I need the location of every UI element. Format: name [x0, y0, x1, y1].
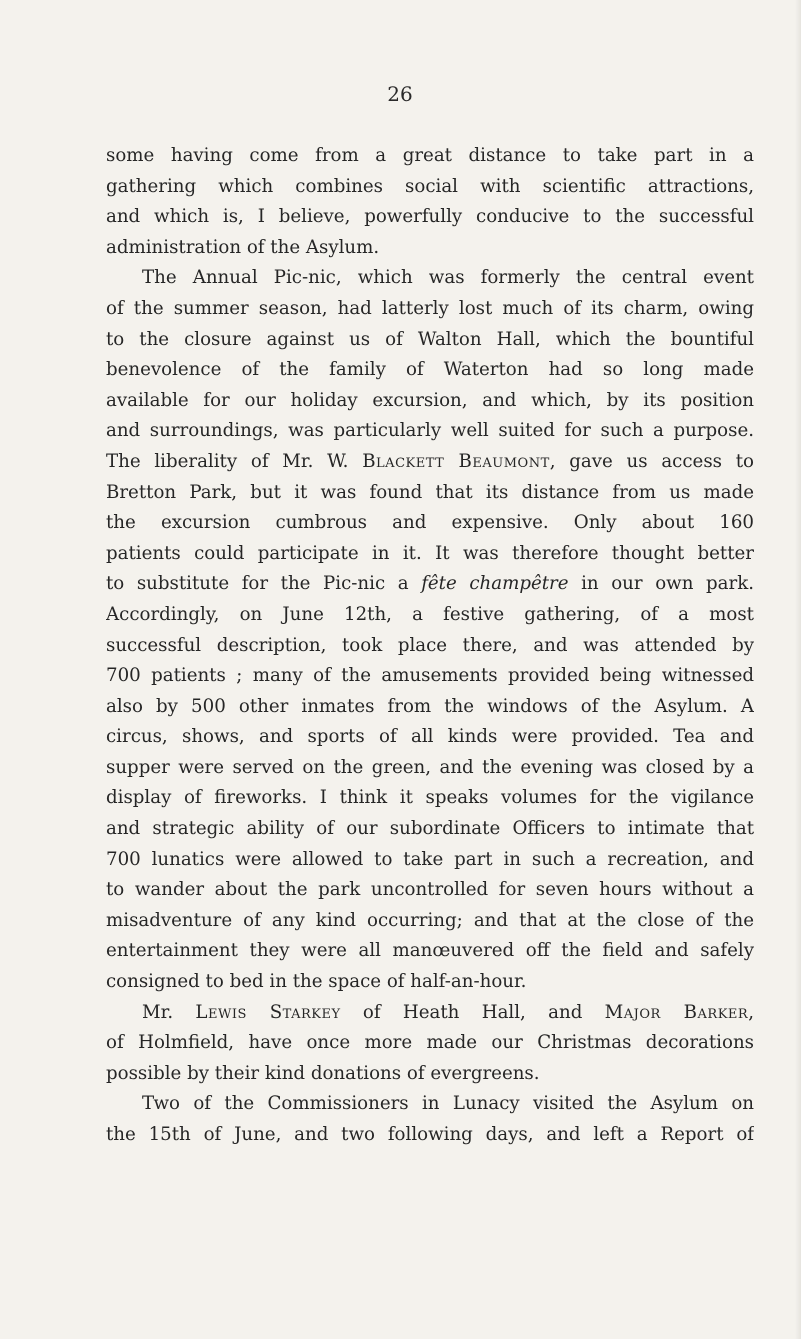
text-line: the 15th of June, and two following days, and left a Report of: [106, 1124, 754, 1145]
text-line: of the summer season, had latterly lost much of its charm, owing: [106, 297, 754, 319]
paragraph-2: [106, 263, 754, 997]
small-caps-name: Lewis Starkey: [195, 1001, 341, 1023]
text-line: Bretton Park, but it was found that its distance from us made: [106, 481, 754, 503]
text-line: Mr. Lewis Starkey of Heath Hall, and Major Barker,: [142, 1001, 754, 1023]
text-line: supper were served on the green, and the evening was closed by a: [106, 756, 754, 778]
text-line: 700 lunatics were allowed to take part in such a recreation, and: [106, 848, 754, 870]
text-line: to wander about the park uncontrolled for seven hours without a: [106, 879, 754, 901]
text-line: some having come from a great distance to take part in a: [106, 145, 754, 166]
text-line: to the closure against us of Walton Hall, which the bountiful: [106, 328, 754, 350]
text-line: benevolence of the family of Waterton had so long made: [106, 359, 754, 381]
text-line: the excursion cumbrous and expensive. Only about 160: [106, 512, 754, 534]
text-line: The liberality of Mr. W. Blackett Beaumont, gave us access to: [106, 450, 754, 472]
small-caps-name: Major Barker: [604, 1001, 749, 1023]
text-line: The Annual Pic-nic, which was formerly the central event: [142, 267, 754, 289]
text-line: and strategic ability of our subordinate Officers to intimate that: [106, 818, 754, 840]
italic-phrase: fête champêtre: [421, 573, 569, 595]
text-line: misadventure of any kind occurring; and that at the close of the: [106, 909, 754, 931]
body-text: [106, 141, 754, 1151]
text-line: of Holmfield, have once more made our Christmas decorations: [106, 1032, 754, 1054]
text-line: and which is, I believe, powerfully conducive to the successful: [106, 206, 754, 228]
text-line: also by 500 other inmates from the windows of the Asylum. A: [106, 695, 754, 717]
paragraph-1: [106, 141, 754, 263]
page-number: 26: [387, 82, 413, 106]
text-line: 700 patients ; many of the amusements provided being witnessed: [106, 665, 754, 687]
small-caps-name: Blackett Beaumont: [362, 450, 550, 472]
text-line: gathering which combines social with scientific attractions,: [106, 175, 754, 197]
text-line: consigned to bed in the space of half-an-hour.: [106, 971, 527, 993]
text-line: administration of the Asylum.: [106, 236, 380, 258]
text-line: and surroundings, was particularly well suited for such a purpose.: [106, 420, 754, 442]
page-edge-shadow: [795, 0, 801, 1339]
text-line: available for our holiday excursion, and which, by its position: [106, 389, 754, 411]
text-line: patients could participate in it. It was therefore thought better: [106, 542, 754, 564]
text-line: display of fireworks. I think it speaks volumes for the vigilance: [106, 787, 754, 809]
text-line: Two of the Commissioners in Lunacy visited the Asylum on: [142, 1093, 754, 1115]
text-line: circus, shows, and sports of all kinds were provided. Tea and: [106, 726, 754, 748]
text-line: to substitute for the Pic-nic a fête champêtre in our own park.: [106, 573, 754, 595]
text-line: possible by their kind donations of evergreens.: [106, 1062, 540, 1084]
text-line: entertainment they were all manœuvered off the field and safely: [106, 940, 754, 962]
text-line: successful description, took place there, and was attended by: [106, 634, 754, 656]
text-line: Accordingly, on June 12th, a festive gathering, of a most: [106, 603, 754, 625]
paragraph-3: [106, 998, 754, 1090]
paragraph-4: [106, 1089, 754, 1150]
